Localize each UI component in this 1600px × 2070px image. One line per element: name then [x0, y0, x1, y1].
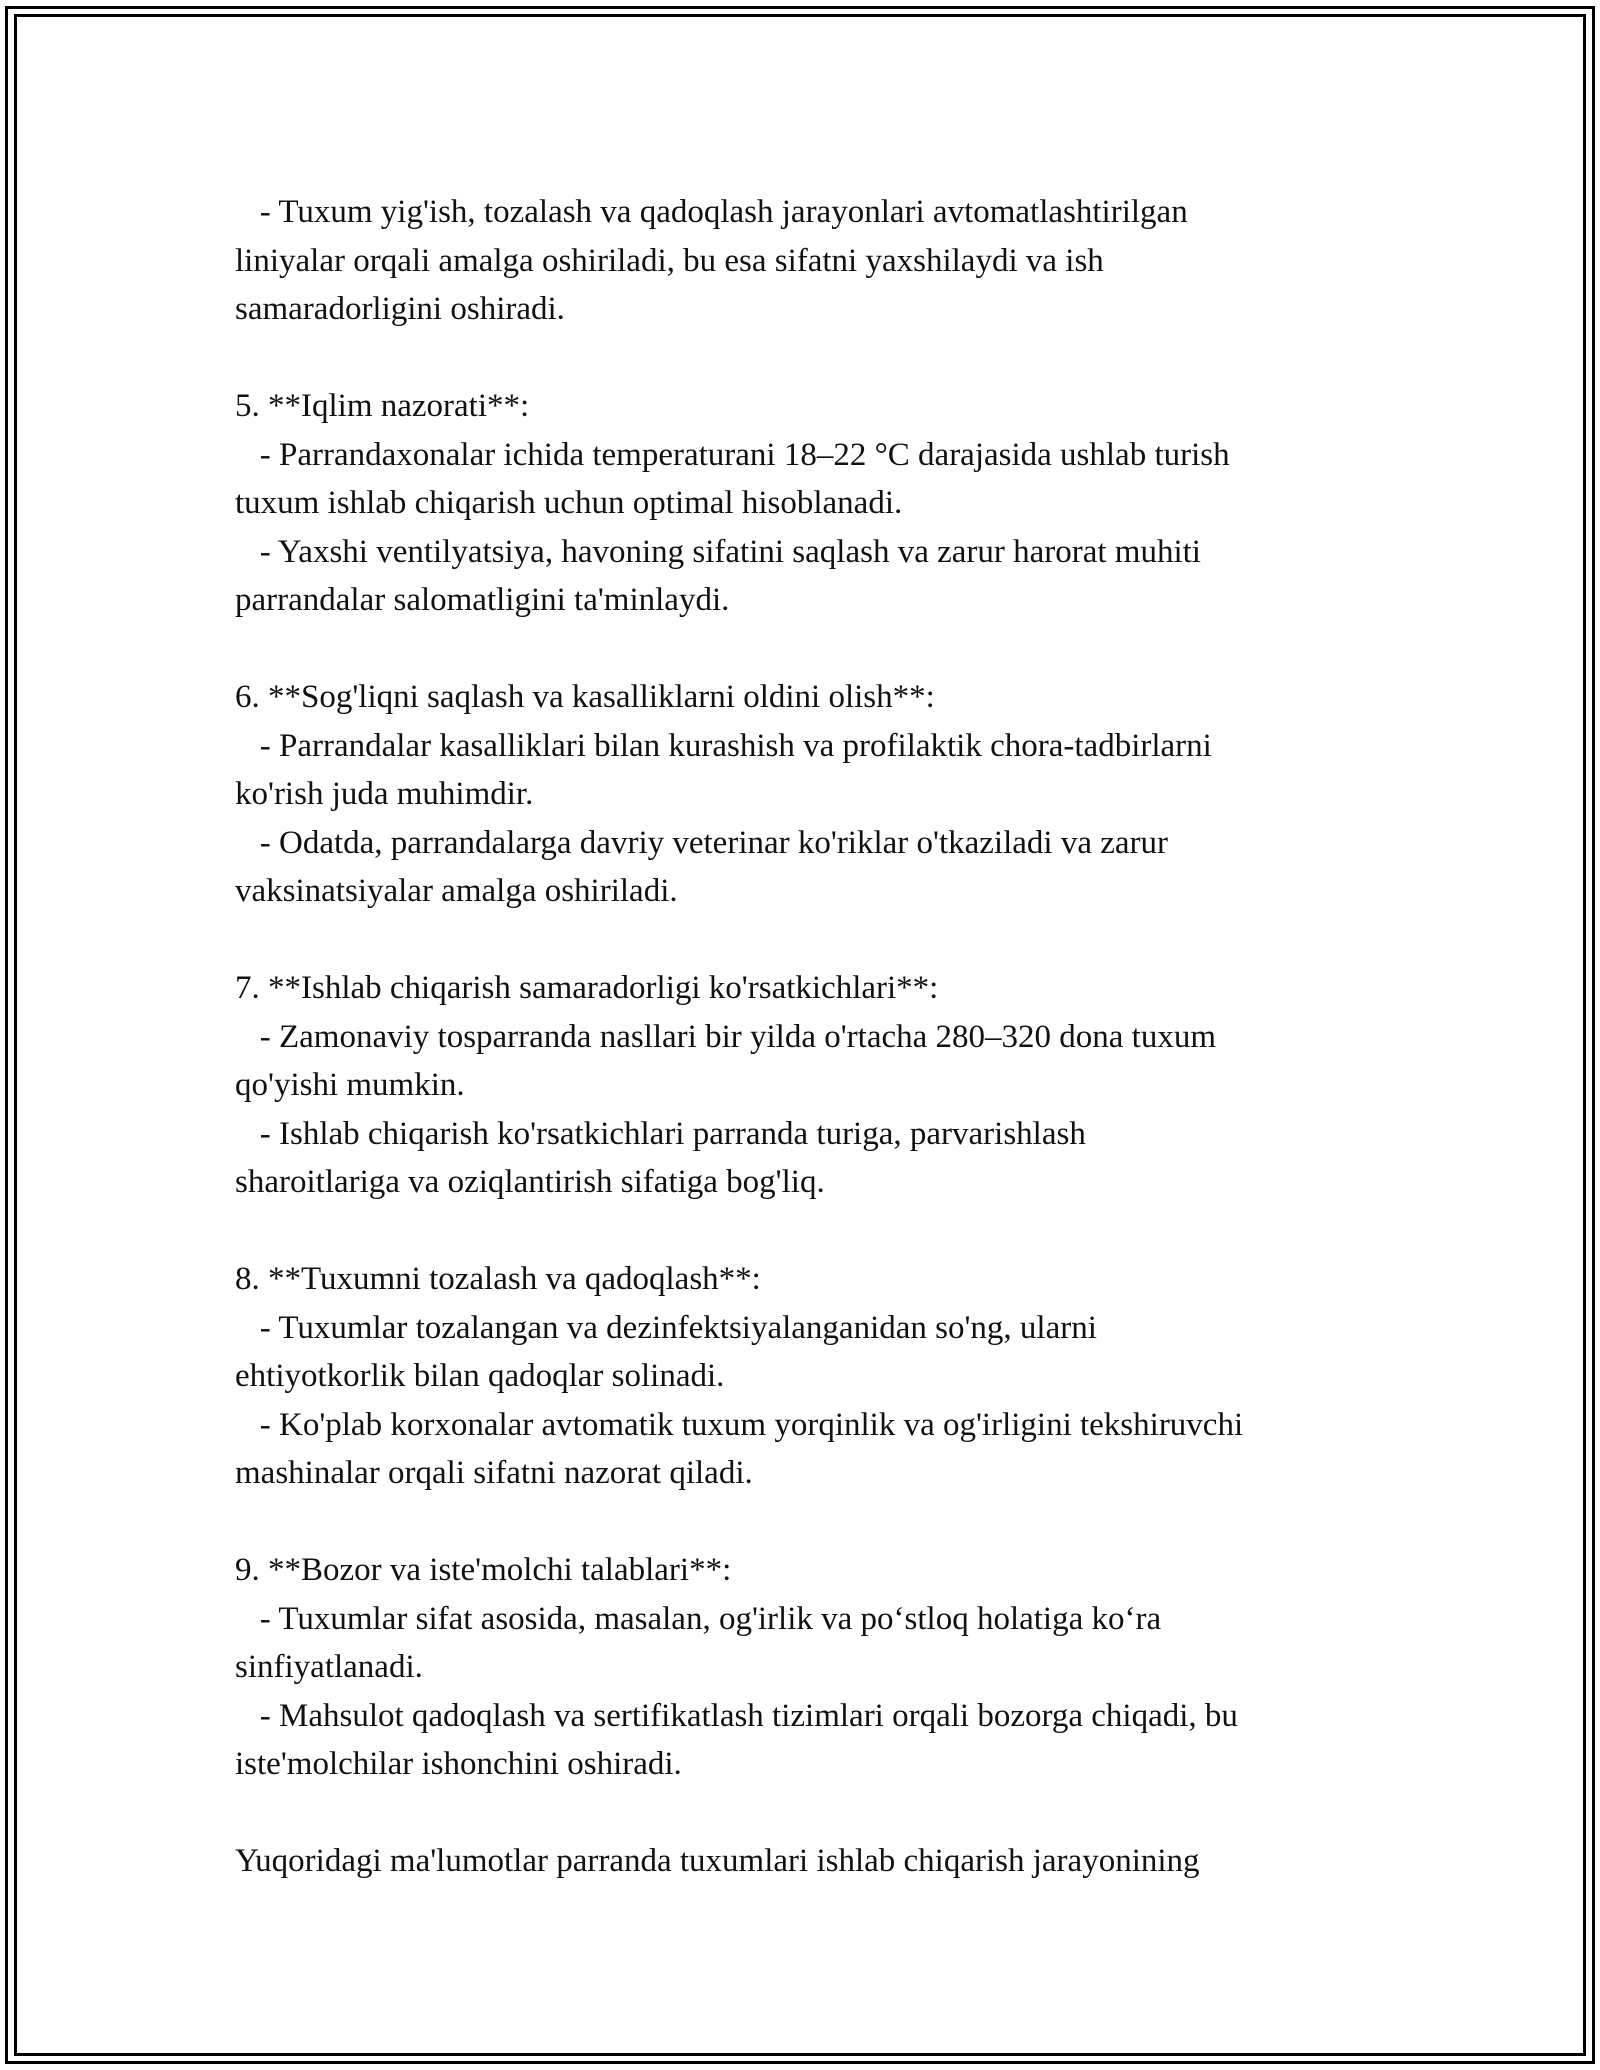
text-line: - Tuxumlar sifat asosida, masalan, og'irlik va po‘stloq holatiga ko‘ra — [235, 1600, 1162, 1637]
text-line: - Ishlab chiqarish ko'rsatkichlari parranda turiga, parvarishlash — [235, 1115, 1086, 1152]
text-line: vaksinatsiyalar amalga oshiriladi. — [235, 873, 678, 909]
text-line: ehtiyotkorlik bilan qadoqlar solinadi. — [235, 1358, 725, 1394]
text-line: - Mahsulot qadoqlash va sertifikatlash tizimlari orqali bozorga chiqadi, bu — [235, 1697, 1238, 1734]
paragraph-gap — [235, 1789, 1375, 1838]
section-production-efficiency — [235, 964, 1375, 1207]
text-line: samaradorligini oshiradi. — [235, 291, 565, 327]
section-heading: 8. **Tuxumni tozalash va qadoqlash**: — [235, 1261, 761, 1297]
text-line: mashinalar orqali sifatni nazorat qiladi. — [235, 1455, 753, 1491]
paragraph-gap — [235, 916, 1375, 965]
document-body — [235, 188, 1375, 1886]
section-heading: 7. **Ishlab chiqarish samaradorligi ko'rsatkichlari**: — [235, 970, 939, 1006]
text-line: - Tuxum yig'ish, tozalash va qadoqlash jarayonlari avtomatlashtirilgan — [235, 194, 1188, 230]
section-heading: 6. **Sog'liqni saqlash va kasalliklarni oldini olish**: — [235, 679, 935, 715]
text-line: qo'yishi mumkin. — [235, 1067, 465, 1103]
paragraph-packaging-automation — [235, 188, 1375, 334]
text-line: parrandalar salomatligini ta'minlaydi. — [235, 582, 730, 618]
text-line: - Yaxshi ventilyatsiya, havoning sifatini saqlash va zarur harorat muhiti — [235, 533, 1201, 570]
text-line: ko'rish juda muhimdir. — [235, 776, 534, 812]
section-health-disease-prevention — [235, 673, 1375, 916]
text-line: sharoitlariga va oziqlantirish sifatiga bog'liq. — [235, 1164, 825, 1200]
text-line: - Parrandalar kasalliklari bilan kurashish va profilaktik chora-tadbirlarni — [235, 727, 1212, 764]
section-climate-control — [235, 382, 1375, 625]
text-line: sinfiyatlanadi. — [235, 1649, 423, 1685]
section-market-consumer — [235, 1546, 1375, 1789]
section-heading: 5. **Iqlim nazorati**: — [235, 388, 530, 424]
paragraph-gap — [235, 625, 1375, 674]
text-line: - Zamonaviy tosparranda nasllari bir yilda o'rtacha 280–320 dona tuxum — [235, 1018, 1217, 1055]
text-line: tuxum ishlab chiqarish uchun optimal hisoblanadi. — [235, 485, 903, 521]
text-line: - Odatda, parrandalarga davriy veterinar ko'riklar o'tkaziladi va zarur — [235, 824, 1169, 861]
text-line: liniyalar orqali amalga oshiriladi, bu esa sifatni yaxshilaydi va ish — [235, 242, 1104, 279]
paragraph-gap — [235, 1498, 1375, 1547]
text-line: Yuqoridagi ma'lumotlar parranda tuxumlari ishlab chiqarish jarayonining — [235, 1843, 1200, 1879]
paragraph-conclusion — [235, 1837, 1375, 1886]
text-line: - Parrandaxonalar ichida temperaturani 18–22 °C darajasida ushlab turish — [235, 436, 1230, 473]
paragraph-gap — [235, 1207, 1375, 1256]
section-heading: 9. **Bozor va iste'molchi talablari**: — [235, 1552, 732, 1588]
section-egg-cleaning-packaging — [235, 1255, 1375, 1498]
text-line: - Ko'plab korxonalar avtomatik tuxum yorqinlik va og'irligini tekshiruvchi — [235, 1406, 1244, 1443]
paragraph-gap — [235, 334, 1375, 383]
text-line: iste'molchilar ishonchini oshiradi. — [235, 1746, 682, 1782]
text-line: - Tuxumlar tozalangan va dezinfektsiyalanganidan so'ng, ularni — [235, 1309, 1097, 1346]
